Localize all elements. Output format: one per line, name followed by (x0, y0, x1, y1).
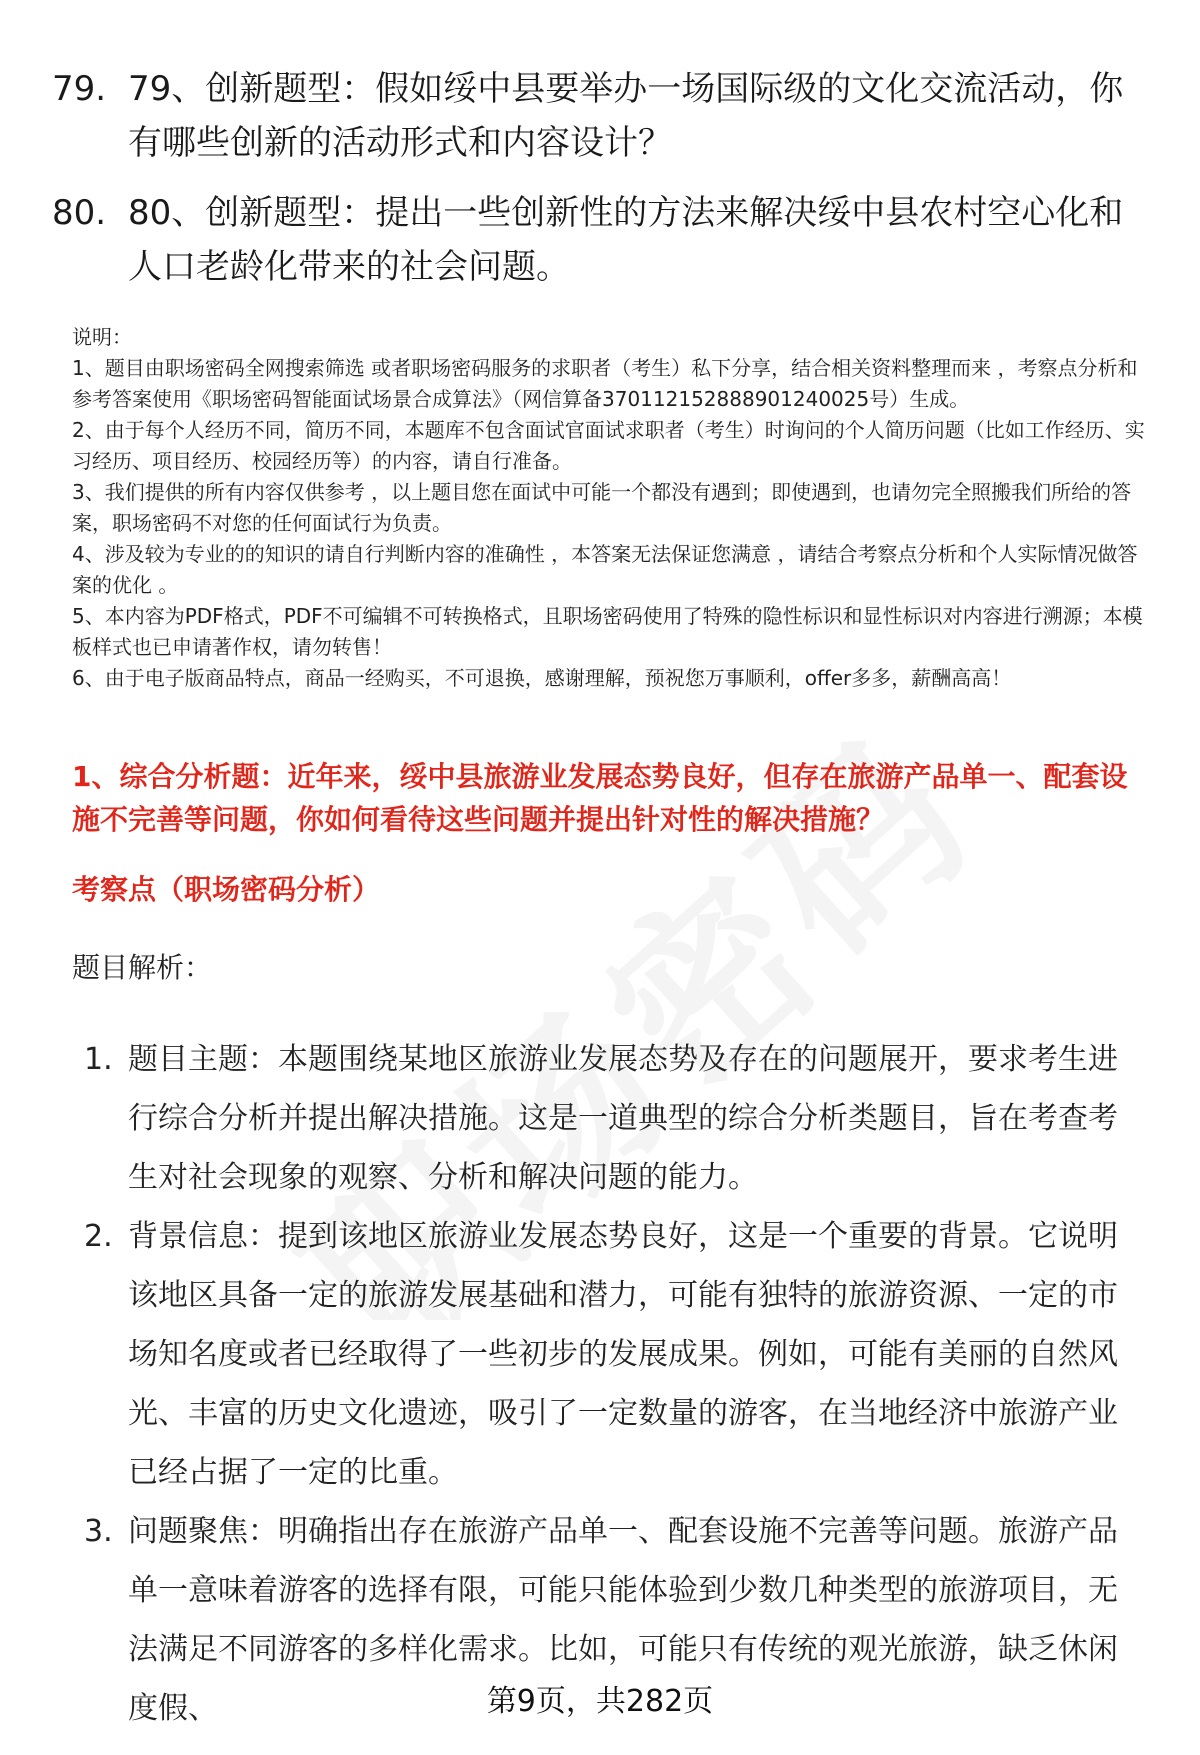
question-item (52, 62, 1152, 170)
question-text: 79、创新题型：假如绥中县要举办一场国际级的文化交流活动，你有哪些创新的活动形式和内容设计？ (128, 69, 1124, 163)
analysis-list (84, 1030, 1144, 1738)
page-footer: 第9页，共282页 (486, 1684, 714, 1719)
point-text: 问题聚焦：明确指出存在旅游产品单一、配套设施不完善等问题。旅游产品单一意味着游客的选择有限，可能只能体验到少数几种类型的旅游项目，无法满足不同游客的多样化需求。比如，可能只有传统的观光旅游，缺乏休闲度假、 (128, 1514, 1118, 1726)
note-item: 6、由于电子版商品特点，商品一经购买，不可退换，感谢理解，预祝您万事顺利，offer多多，薪酬高高！ (72, 666, 1012, 690)
analysis-point (84, 1030, 1144, 1207)
question-list (52, 62, 1152, 310)
point-number: 1. (84, 1042, 113, 1077)
notes-heading: 说明： (72, 325, 132, 349)
question-text: 80、创新题型：提出一些创新性的方法来解决绥中县农村空心化和人口老龄化带来的社会问题。 (128, 193, 1124, 287)
note-item: 3、我们提供的所有内容仅供参考 ，以上题目您在面试中可能一个都没有遇到；即使遇到，也请勿完全照搬我们所给的答案，职场密码不对您的任何面试行为负责。 (72, 480, 1132, 535)
note-item: 4、涉及较为专业的的知识的请自行判断内容的准确性 ，本答案无法保证您满意 ，请结合考察点分析和个人实际情况做答案的优化 。 (72, 542, 1138, 597)
point-text: 背景信息：提到该地区旅游业发展态势良好，这是一个重要的背景。它说明该地区具备一定的旅游发展基础和潜力，可能有独特的旅游资源、一定的市场知名度或者已经取得了一些初步的发展成果。例如，可能有美丽的自然风光、丰富的历史文化遗迹，吸引了一定数量的游客，在当地经济中旅游产业已经占据了一定的比重。 (128, 1219, 1118, 1490)
point-text: 题目主题：本题围绕某地区旅游业发展态势及存在的问题展开，要求考生进行综合分析并提出解决措施。这是一道典型的综合分析类题目，旨在考查考生对社会现象的观察、分析和解决问题的能力。 (128, 1042, 1118, 1195)
question-number: 79. (52, 69, 107, 109)
point-number: 2. (84, 1219, 113, 1254)
note-item: 1、题目由职场密码全网搜索筛选 或者职场密码服务的求职者（考生）私下分享，结合相关资料整理而来 ，考察点分析和参考答案使用《职场密码智能面试场景合成算法》（网信算备370112152888901240025号）生成。 (72, 356, 1138, 411)
note-item: 5、本内容为PDF格式，PDF不可编辑不可转换格式，且职场密码使用了特殊的隐性标识和显性标识对内容进行溯源；本模板样式也已申请著作权，请勿转售！ (72, 604, 1143, 659)
point-number: 3. (84, 1514, 113, 1549)
question-item (52, 186, 1152, 294)
question-number: 80. (52, 193, 107, 233)
section-question-title: 1、综合分析题：近年来，绥中县旅游业发展态势良好，但存在旅游产品单一、配套设施不完善等问题，你如何看待这些问题并提出针对性的解决措施？ (72, 760, 1128, 836)
section-subtitle: 考察点（职场密码分析） (72, 873, 381, 906)
note-item: 2、由于每个人经历不同，简历不同，本题库不包含面试官面试求职者（考生）时询问的个人简历问题（比如工作经历、实习经历、项目经历、校园经历等）的内容，请自行准备。 (72, 418, 1145, 473)
notes-block (72, 322, 1152, 694)
analysis-label: 题目解析： (72, 951, 213, 984)
analysis-point (84, 1207, 1144, 1502)
